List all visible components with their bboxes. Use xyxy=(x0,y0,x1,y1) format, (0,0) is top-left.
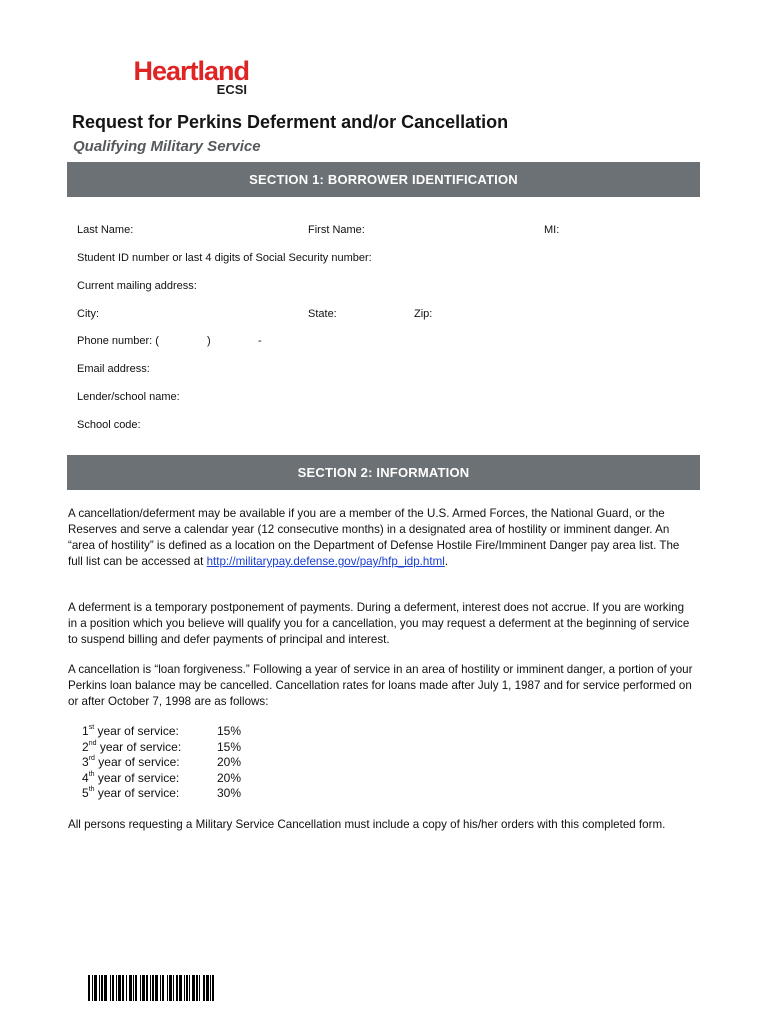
rate-year-label: year of service: xyxy=(97,786,180,800)
zip-label: Zip: xyxy=(414,308,433,320)
rate-year-number: 2 xyxy=(82,739,89,754)
rate-row xyxy=(82,755,257,771)
military-pay-link[interactable]: http://militarypay.defense.gov/pay/hfp_idp.html xyxy=(206,555,445,568)
page-title: Request for Perkins Deferment and/or Cancellation xyxy=(72,112,509,132)
rate-row xyxy=(82,771,257,787)
student-id-label: Student ID number or last 4 digits of Social Security number: xyxy=(77,252,372,264)
heartland-ecsi-logo xyxy=(119,57,249,97)
rate-year-label: year of service: xyxy=(97,770,180,785)
paragraph-orders-requirement: All persons requesting a Military Service Cancellation must include a copy of his/her orders with this completed form. xyxy=(68,818,666,831)
paragraph-eligibility xyxy=(68,506,693,570)
last-name-label: Last Name: xyxy=(77,224,134,236)
paragraph-cancellation: A cancellation is “loan forgiveness.” Following a year of service in an area of hostility or imminent danger, a portion of your Perkins loan balance may be cancelled. Cancellation rates for loans made after July 1, 1987 and for service performed on or after October 7, 1998 are as follows: xyxy=(68,663,693,708)
eligibility-text: A cancellation/deferment may be available if you are a member of the U.S. Armed Forces, the National Guard, or the Reserves and serve a calendar year (12 consecutive months) in a designated area of hostility or imminent danger. An “area of hostility” is defined as a location on the Department of Defense Hostile Fire/Imminent Danger pay area list. The full list can be accessed at xyxy=(68,507,680,568)
rate-year xyxy=(82,724,217,740)
rate-year-number: 1 xyxy=(82,724,89,738)
rate-percent: 20% xyxy=(217,770,242,785)
rate-year-number: 3 xyxy=(82,755,89,769)
state-label: State: xyxy=(308,308,337,320)
rate-year-suffix: rd xyxy=(88,755,95,762)
rate-year-label: year of service: xyxy=(98,755,180,769)
rate-year-suffix: nd xyxy=(88,739,97,747)
section-1-header xyxy=(67,162,700,197)
link-tail: . xyxy=(444,555,449,568)
rate-percent: 30% xyxy=(217,786,242,800)
email-label: Email address: xyxy=(77,363,150,375)
school-code-label: School code: xyxy=(77,419,141,431)
phone-label: Phone number: ( xyxy=(77,335,159,347)
cancellation-rates-list xyxy=(82,724,257,802)
rate-year-label: year of service: xyxy=(97,724,179,738)
rate-year xyxy=(82,740,217,756)
rate-year-suffix: th xyxy=(88,770,95,778)
rate-row xyxy=(82,786,257,802)
logo-sub: ECSI xyxy=(216,82,247,97)
section-2-header xyxy=(67,455,700,490)
rate-year-suffix: th xyxy=(88,786,95,793)
rate-year xyxy=(82,755,217,771)
rate-percent: 20% xyxy=(217,755,242,769)
rate-year-number: 5 xyxy=(82,786,89,800)
mi-label: MI: xyxy=(544,224,560,236)
rate-year-label: year of service: xyxy=(99,739,182,754)
first-name-label: First Name: xyxy=(308,224,365,236)
page-subtitle: Qualifying Military Service xyxy=(73,138,261,155)
paragraph-deferment: A deferment is a temporary postponement of payments. During a deferment, interest does not accrue. If you are working in a position which you believe will qualify you for a cancellation, you may request a deferment at the beginning of service to suspend billing and defer payments of principal and interest. xyxy=(68,601,690,646)
rate-year-suffix: st xyxy=(88,724,95,731)
mailing-address-label: Current mailing address: xyxy=(77,280,197,292)
lender-school-label: Lender/school name: xyxy=(77,391,180,403)
rate-year xyxy=(82,786,217,802)
rate-row xyxy=(82,740,257,756)
phone-close-paren: ) xyxy=(207,335,211,347)
barcode xyxy=(88,975,215,1001)
rate-year xyxy=(82,771,217,787)
rate-year-number: 4 xyxy=(82,770,89,785)
phone-dash: - xyxy=(258,335,262,347)
rate-percent: 15% xyxy=(217,739,242,754)
section-1-title: SECTION 1: BORROWER IDENTIFICATION xyxy=(249,172,518,187)
logo-brand: Heartland xyxy=(133,56,249,86)
rate-row xyxy=(82,724,257,740)
rate-percent: 15% xyxy=(217,724,242,738)
section-2-title: SECTION 2: INFORMATION xyxy=(297,465,470,480)
city-label: City: xyxy=(77,308,99,320)
